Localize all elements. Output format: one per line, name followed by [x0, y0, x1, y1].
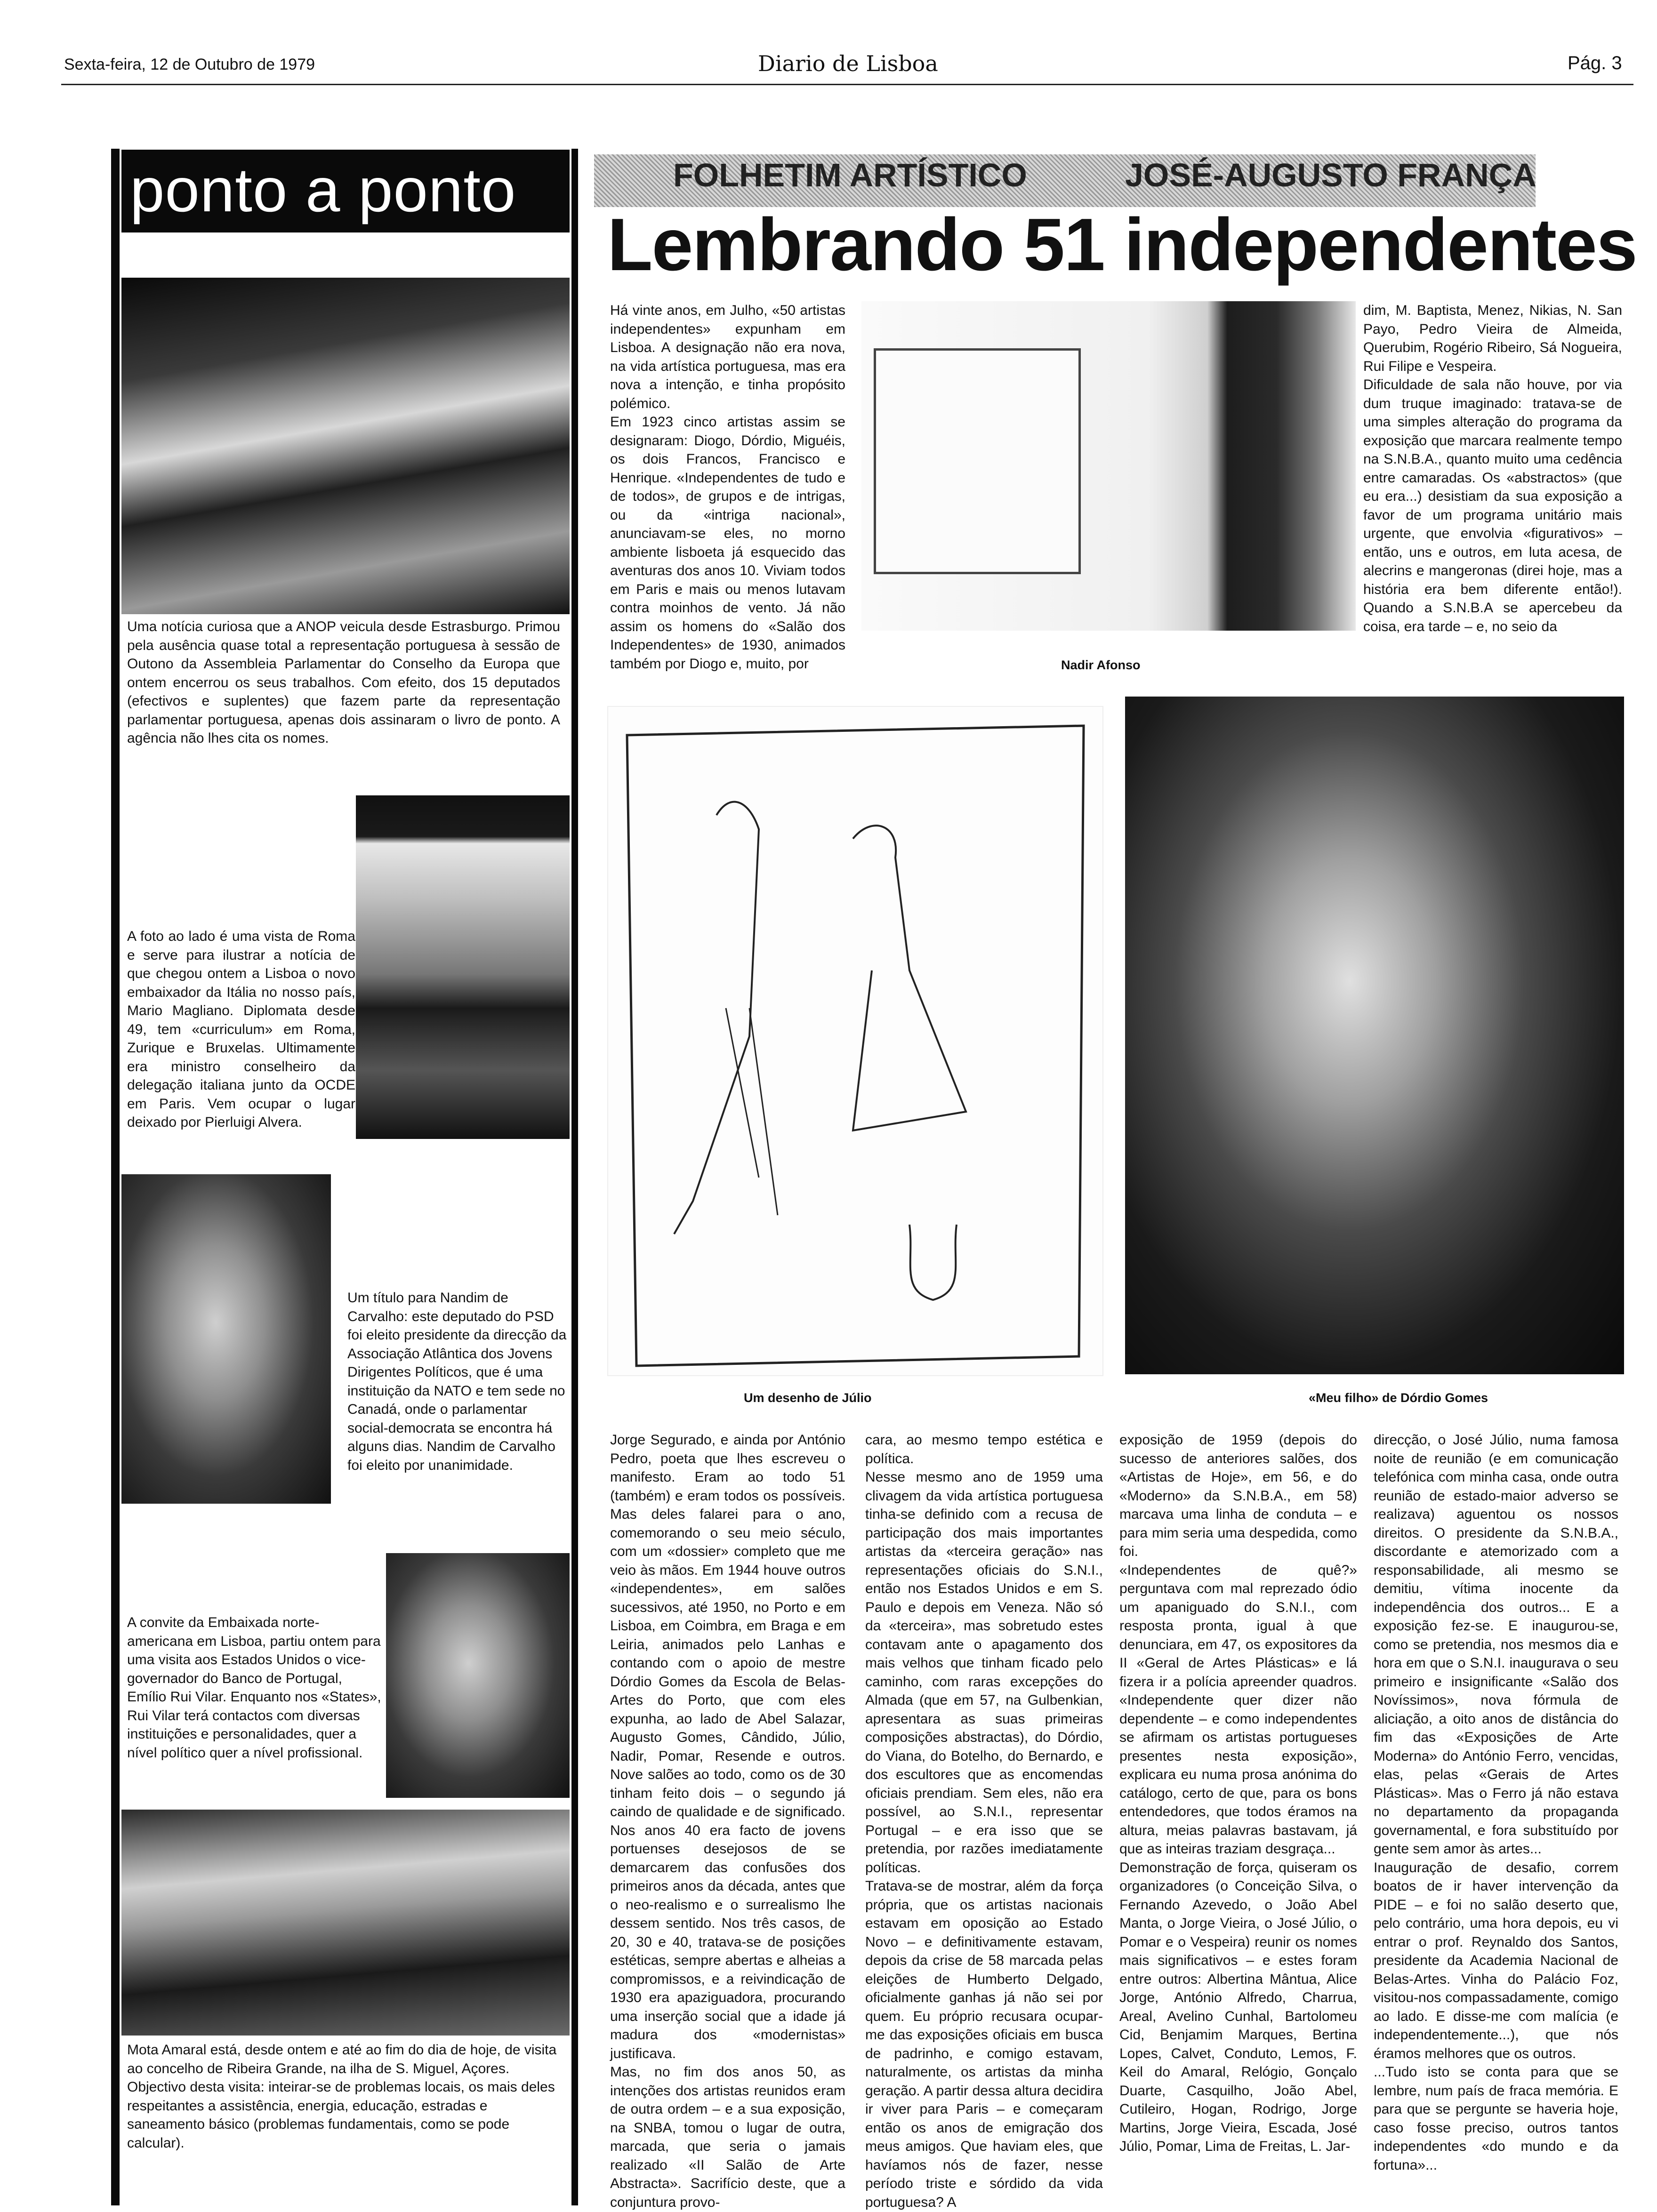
article-top-col2: dim, M. Baptista, Menez, Nikias, N. San Payo, Pedro Vieira de Almeida, Querubim, Rogério Ribeiro, Sá Nogueira, Rui Filipe e Vespeira. Dificuldade de sala não houve, por via dum truque imaginado: tratava-se de uma simples alteração do programa da exposição que marcara realmente tempo na S.N.B.A., quanto muito uma cedência entre camaradas. Os «abstractos» (que eu era...) desistiam da sua exposição a favor de um programa unitário mais urgente, que envolvia «figurativos» – então, uns e outros, em luta acesa, de alecrins e mangeronas (direi hoje, mas a história era bem diferente então!). Quando a S.N.B.A se apercebeu da coisa, era tarde – e, no seio da — [1363, 303, 1622, 634]
ponto-item-5: Mota Amaral está, desde ontem e até ao fim do dia de hoje, de visita ao concelho de Ribeira Grande, na ilha de S. Miguel, Açores. Objectivo desta visita: inteirar-se de problemas locais, os mais deles respeitantes a assistência, energia, educação, estradas e saneamento básico (problemas fundamentais, como se pode calcular). — [127, 2042, 557, 2151]
dordio-painting — [1125, 697, 1624, 1374]
ponto-item-3: Um título para Nandim de Carvalho: este deputado do PSD foi eleito presidente da direcção da Associação Atlântica dos Jovens Dirigentes Políticos, que é uma instituição da NATO e tem sede no Canadá, onde o parlamentar social-democrata se encontra há alguns dias. Nandim de Carvalho foi eleito por unanimidade. — [347, 1290, 567, 1473]
ponto-item-4: A convite da Embaixada norte-americana em Lisboa, partiu ontem para uma visita aos Estados Unidos o vice-governador do Banco de Portugal, Emílio Rui Vilar. Enquanto nos «States», Rui Vilar terá contactos com diversas instituições e personalidades, quer a nível político quer a nível profissional. — [127, 1615, 381, 1761]
column-rule-right — [571, 149, 578, 2205]
rui-vilar-photo — [386, 1553, 570, 1798]
ponto-item-2: A foto ao lado é uma vista de Roma e serve para ilustrar a notícia de que chegou ontem a Lisboa o novo embaixador da Itália no nosso país, Mario Magliano. Diplomata desde 49, tem «curriculum» em Roma, Zurique e Bruxelas. Ultimamente era ministro conselheiro da delegação italiana junto da OCDE em Paris. Vem ocupar o lugar deixado por Pierluigi Alvera. — [127, 929, 355, 1130]
ponto-item-1: Uma notícia curiosa que a ANOP veicula desde Estrasburgo. Primou pela ausência quase total a representação portuguesa à sessão de Outono da Assembleia Parlamentar do Conselho da Europa que ontem encerrou os seus trabalhos. Com efeito, dos 15 deputados (efectivos e suplentes) que fazem parte da representação parlamentar portuguesa, apenas dois assinaram o livro de ponto. A agência não lhes cita os nomes. — [127, 619, 560, 746]
article-bottom-col1: Jorge Segurado, e ainda por António Pedro, poeta que lhes escreveu o manifesto. Eram ao todo 51 (também) e eram todos os possíveis. Mas deles falarei para o ano, comemorando o seu meio século, com um «dossier» completo que me veio às mãos. Em 1944 houve outros «independentes», em salões sucessivos, até 1950, no Porto e em Lisboa, em Coimbra, em Braga e em Leiria, animados pelo Lanhas e contando com o apoio de mestre Dórdio Gomes da Escola de Belas-Artes do Porto, que com eles expunha, ao lado de Abel Salazar, Augusto Gomes, Cândido, Júlio, Nadir, Pomar, Resende e outros. Nove salões ao todo, como os de 30 tinham feito dois – o segundo já caindo de qualidade e de significado. Nos anos 40 era facto de jovens portuenses desejosos de se demarcarem das confusões dos primeiros anos da década, antes que o neo-realismo e o surrealismo lhe dessem sentido. Nos três casos, de 20, 30 e 40, tratava-se de posições estéticas, sempre abertas e alheias a compromissos, e a reivindicação de 1930 era apaziguadora, procurando uma inserção social que a idade já madura dos «modernistas» justificava. Mas, no fim dos anos 50, as intenções dos artistas reunidos eram de outra ordem – e a sua exposição, na SNBA, tomou o lugar de outra, marcada, que seria o jamais realizado «II Salão de Arte Abstracta». Sacrifício deste, que a conjuntura provo- — [610, 1432, 845, 2210]
newspaper-title: Diario de Lisboa — [758, 51, 938, 76]
drawing-sketch — [608, 707, 1102, 1375]
kicker-section: FOLHETIM ARTÍSTICO — [673, 157, 1027, 193]
page-number: Pág. 3 — [1568, 53, 1622, 73]
caption-nadir: Nadir Afonso — [1061, 658, 1141, 672]
rome-photo — [356, 795, 570, 1139]
caption-dordio: «Meu filho» de Dórdio Gomes — [1309, 1391, 1488, 1405]
column-rule-left — [111, 149, 120, 2205]
ribeira-grande-photo — [121, 1810, 570, 2036]
caption-julio: Um desenho de Júlio — [744, 1391, 872, 1405]
nandim-photo — [121, 1174, 331, 1504]
headline: Lembrando 51 independentes — [607, 203, 1637, 286]
nadir-afonso-photo — [861, 301, 1356, 631]
article-bottom-col2: cara, ao mesmo tempo estética e política. Nesse mesmo ano de 1959 uma clivagem da vida artística portuguesa tinha-se definido com a recusa de participação dos mais importantes artistas da «terceira geração» nas representações oficiais do S.N.I., então nos Estados Unidos e em S. Paulo e depois em Veneza. Não só da «terceira», mas sobretudo estes contavam ante o apagamento dos mais velhos que tinham ficado pelo caminho, com raras excepções do Almada (que em 57, na Gulbenkian, apresentara as suas primeiras composições abstractas), do Dórdio, do Viana, do Botelho, do Bernardo, e dos escultores que as encomendas oficiais prendiam. Sem eles, não era possível, ao S.N.I., representar Portugal – e era isso que se pretendia, por razões imediatamente políticas. Tratava-se de mostrar, além da força própria, que os artistas nacionais estavam em oposição ao Estado Novo – e definitivamente estavam, depois da crise de 58 marcada pelas eleições de Humberto Delgado, oficialmente ganhas já não sei por quem. Eu próprio recusara ocupar-me das exposições oficiais em busca de padrinho, e comigo estavam, naturalmente, os artistas da minha geração. A partir dessa altura decidira ir viver para Paris – e começaram então os anos de emigração dos meus amigos. Que haviam eles, que havíamos nós de fazer, nesse período triste e sórdido da vida portuguesa? A — [865, 1432, 1103, 2210]
ponto-title: ponto a ponto — [121, 150, 570, 232]
article-bottom-col4: direcção, o José Júlio, numa famosa noite de reunião (e em comunicação telefónica com minha casa, onde outra reunião de estado-maior adverso se realizava) aguentou os nossos direitos. O presidente da S.N.B.A., discordante e atemorizado com a responsabilidade, ali mesmo se demitiu, vítima inocente da independência dos outros... E a exposição fez-se. E inaugurou-se, como se pretendia, nos mesmos dia e hora em que o S.N.I. inaugurava o seu primeiro e insignificante «Salão dos Novíssimos», nova fórmula de aliciação, a oito anos de distância do fim das «Exposições de Arte Moderna» do António Ferro, vencidas, elas, pelas «Gerais de Artes Plásticas». Mas o Ferro já não estava no departamento da propaganda governamental, e fora substituído por gente sem amor às artes... Inauguração de desafio, correm boatos de ir haver intervenção da PIDE – e foi no salão deserto que, pelo contrário, uma hora depois, eu vi entrar o prof. Reynaldo dos Santos, presidente da Academia Nacional de Belas-Artes. Vinha do Palácio Foz, visitou-nos compassadamente, comigo ao lado. E disse-me com malícia (e independentemente...), que nós éramos melhores que os outros. ...Tudo isto se conta para que se lembre, num país de fraca memória. E para que se pergunte se haveria hoje, caso fosse preciso, outros tantos independentes «do mundo e da fortuna»... — [1374, 1432, 1618, 2173]
parliament-photo — [121, 278, 570, 614]
article-top-col1: Há vinte anos, em Julho, «50 artistas independentes» expunham em Lisboa. A designação não era nova, na vida artística portuguesa, mas era nova a intenção, e tinha propósito polémico. Em 1923 cinco artistas assim se designaram: Diogo, Dórdio, Miguéis, os dois Francos, Francisco e Henrique. «Independentes de tudo e de todos», de grupos e de intrigas, ou da «intriga nacional», anunciavam-se eles, no morno ambiente lisboeta já esquecido das aventuras dos anos 10. Viviam todos em Paris e mais ou menos lutavam contra moinhos de vento. Já não assim os homens do «Salão dos Independentes» de 1930, animados também por Diogo e, muito, por — [610, 303, 845, 672]
issue-date: Sexta-feira, 12 de Outubro de 1979 — [64, 56, 315, 73]
julio-drawing — [607, 706, 1103, 1376]
kicker-author: JOSÉ-AUGUSTO FRANÇA — [1125, 157, 1536, 193]
article-bottom-col3: exposição de 1959 (depois do sucesso de anteriores salões, dos «Artistas de Hoje», em 56, e do «Moderno» da S.N.B.A., em 58) marcava uma linha de conduta – e para mim seria uma despedida, como foi. «Independentes de quê?» perguntava com mal reprezado ódio um apaniguado do S.N.I., com resposta pronta, igual à que denunciara, em 47, os expositores da II «Geral de Artes Plásticas» e lá fizera ir a polícia apreender quadros. «Independente quer dizer não dependente – e como independentes se afirmam os artistas portugueses presentes nesta exposição», explicara eu numa prosa anónima do catálogo, certo de que, para os bons entendedores, que todos éramos na altura, meias palavras bastavam, já que as inteiras traziam desgraça... Demonstração de força, quiseram os organizadores (o Conceição Silva, o Fernando Azevedo, o João Abel Manta, o Jorge Vieira, o José Júlio, o Pomar e o Vespeira) reunir os nomes mais significativos – e estes foram entre outros: Albertina Mântua, Alice Jorge, António Alfredo, Charrua, Areal, Avelino Cunhal, Bartolomeu Cid, Benjamim Marques, Bertina Lopes, Calvet, Conduto, Lemos, F. Keil do Amaral, Relógio, Gonçalo Duarte, Casquilho, João Abel, Cutileiro, Hogan, Rodrigo, Jorge Martins, Jorge Vieira, Escada, José Júlio, Pomar, Lima de Freitas, L. Jar- — [1119, 1432, 1357, 2154]
abstract-painting — [874, 348, 1081, 574]
masthead-rule — [61, 84, 1633, 85]
